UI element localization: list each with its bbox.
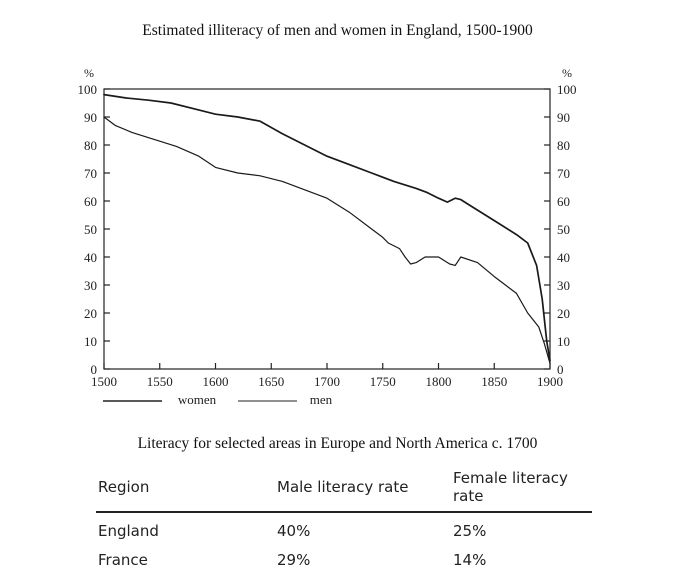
y-tick-label-left: 70 [84, 166, 97, 181]
y-tick-label-left: 10 [84, 334, 97, 349]
y-tick-label-right: 10 [557, 334, 570, 349]
x-tick-label: 1600 [202, 374, 229, 389]
y-tick-label-right: 90 [557, 110, 570, 125]
x-tick-label: 1900 [537, 374, 563, 389]
legend-label-women: women [177, 392, 217, 407]
table-row [96, 542, 592, 571]
plot-frame [104, 89, 550, 369]
table-header-row [96, 466, 592, 512]
y-tick-label-left: 0 [90, 362, 97, 377]
y-tick-label-left: 40 [84, 250, 97, 265]
cell-region: France [98, 551, 148, 569]
cell-male-rate: 40% [277, 522, 311, 540]
y-tick-label-left: 20 [84, 306, 97, 321]
x-tick-label: 1500 [91, 374, 117, 389]
y-tick-label-left: 80 [84, 138, 97, 153]
literacy-table [96, 466, 592, 571]
y-tick-label-right: 0 [557, 362, 564, 377]
y-tick-label-left: 100 [77, 82, 97, 97]
y-tick-label-left: 60 [84, 194, 97, 209]
table-row [96, 512, 592, 542]
x-tick-label: 1650 [258, 374, 285, 389]
y-tick-label-right: 60 [557, 194, 570, 209]
y-tick-label-left: 90 [84, 110, 97, 125]
cell-region: England [98, 522, 159, 540]
legend-label-men: men [309, 392, 333, 407]
x-tick-label: 1800 [425, 374, 452, 389]
y-axis-label-right: % [562, 66, 572, 80]
series-line-men [104, 117, 550, 363]
y-tick-label-right: 50 [557, 222, 570, 237]
header-male-literacy: Male literacy rate [277, 478, 409, 496]
y-tick-label-right: 70 [557, 166, 570, 181]
y-tick-label-right: 100 [557, 82, 577, 97]
y-tick-label-right: 40 [557, 250, 570, 265]
chart-title: Estimated illiteracy of men and women in England, 1500-1900 [142, 22, 533, 39]
header-female-literacy: Female literacy rate [453, 469, 568, 505]
y-tick-label-left: 30 [84, 278, 97, 293]
y-axis-label-left: % [84, 66, 94, 80]
y-tick-label-right: 20 [557, 306, 570, 321]
x-tick-label: 1850 [481, 374, 508, 389]
y-tick-label-right: 30 [557, 278, 570, 293]
x-tick-label: 1750 [369, 374, 396, 389]
cell-female-rate: 25% [453, 522, 487, 540]
x-tick-label: 1550 [146, 374, 173, 389]
x-tick-label: 1700 [314, 374, 340, 389]
y-tick-label-right: 80 [557, 138, 570, 153]
header-region: Region [98, 478, 150, 496]
cell-female-rate: 14% [453, 551, 487, 569]
table-title: Literacy for selected areas in Europe and North America c. 1700 [137, 435, 538, 452]
y-tick-label-left: 50 [84, 222, 97, 237]
cell-male-rate: 29% [277, 551, 311, 569]
series-line-women [104, 95, 550, 361]
